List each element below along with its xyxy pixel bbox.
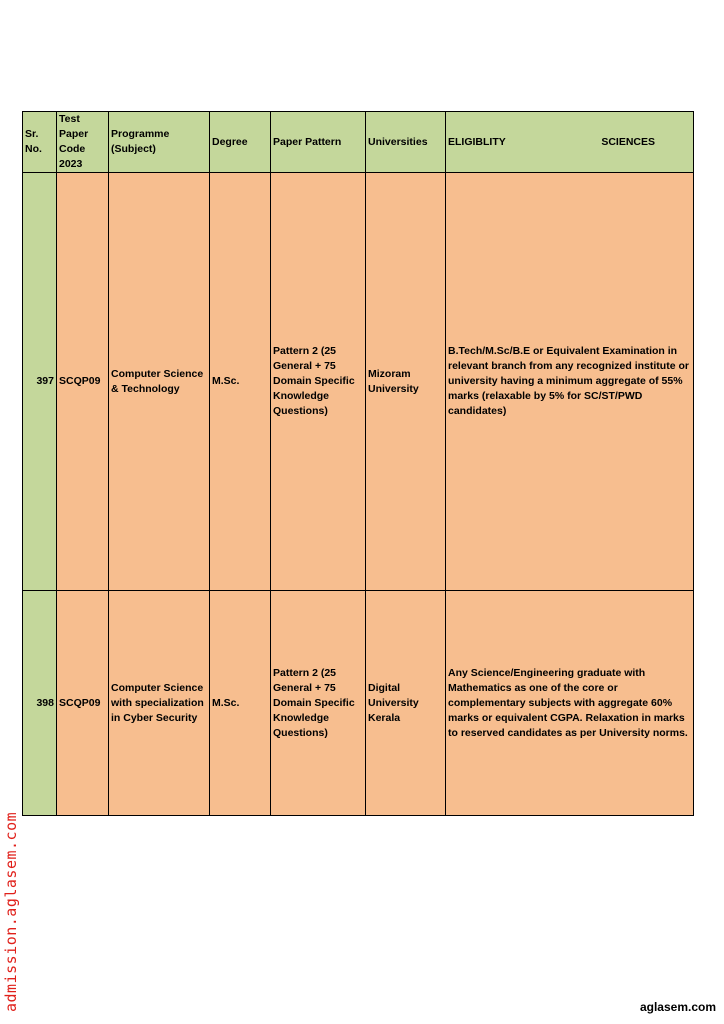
row-sr-no: 397 <box>23 173 57 591</box>
header-test-paper-code: Test Paper Code 2023 <box>57 112 109 173</box>
header-paper-pattern: Paper Pattern <box>271 112 366 173</box>
header-eligibility: ELIGIBLITY <box>448 135 506 148</box>
table-row <box>23 591 694 816</box>
header-programme: Programme (Subject) <box>109 112 210 173</box>
row-programme: Computer Science with specialization in Cyber Security <box>109 591 210 816</box>
row-programme: Computer Science & Technology <box>109 173 210 591</box>
row-code: SCQP09 <box>57 173 109 591</box>
footer-brand: aglasem.com <box>639 1000 716 1014</box>
row-degree: M.Sc. <box>210 591 271 816</box>
row-pattern: Pattern 2 (25 General + 75 Domain Specific Knowledge Questions) <box>271 591 366 816</box>
row-pattern: Pattern 2 (25 General + 75 Domain Specific Knowledge Questions) <box>271 173 366 591</box>
table-header-row <box>23 112 694 173</box>
eligibility-table <box>22 111 694 816</box>
row-code: SCQP09 <box>57 591 109 816</box>
header-sr-no: Sr. No. <box>23 112 57 173</box>
header-eligibility-cell <box>446 112 694 173</box>
header-universities: Universities <box>366 112 446 173</box>
row-degree: M.Sc. <box>210 173 271 591</box>
row-university: Digital University Kerala <box>366 591 446 816</box>
table-row <box>23 173 694 591</box>
row-eligibility: B.Tech/M.Sc/B.E or Equivalent Examination in relevant branch from any recognized institute or university having a minimum aggregate of 55% marks (relaxable by 5% for SC/ST/PWD candidates) <box>446 173 694 591</box>
row-eligibility: Any Science/Engineering graduate with Mathematics as one of the core or complementary subjects with aggregate 60% marks or equivalent CGPA. Relaxation in marks to reserved candidates as per University norms. <box>446 591 694 816</box>
header-degree: Degree <box>210 112 271 173</box>
header-sciences: SCIENCES <box>601 135 655 148</box>
row-university: Mizoram University <box>366 173 446 591</box>
row-sr-no: 398 <box>23 591 57 816</box>
watermark-link[interactable]: admission.aglasem.com <box>2 811 20 1012</box>
